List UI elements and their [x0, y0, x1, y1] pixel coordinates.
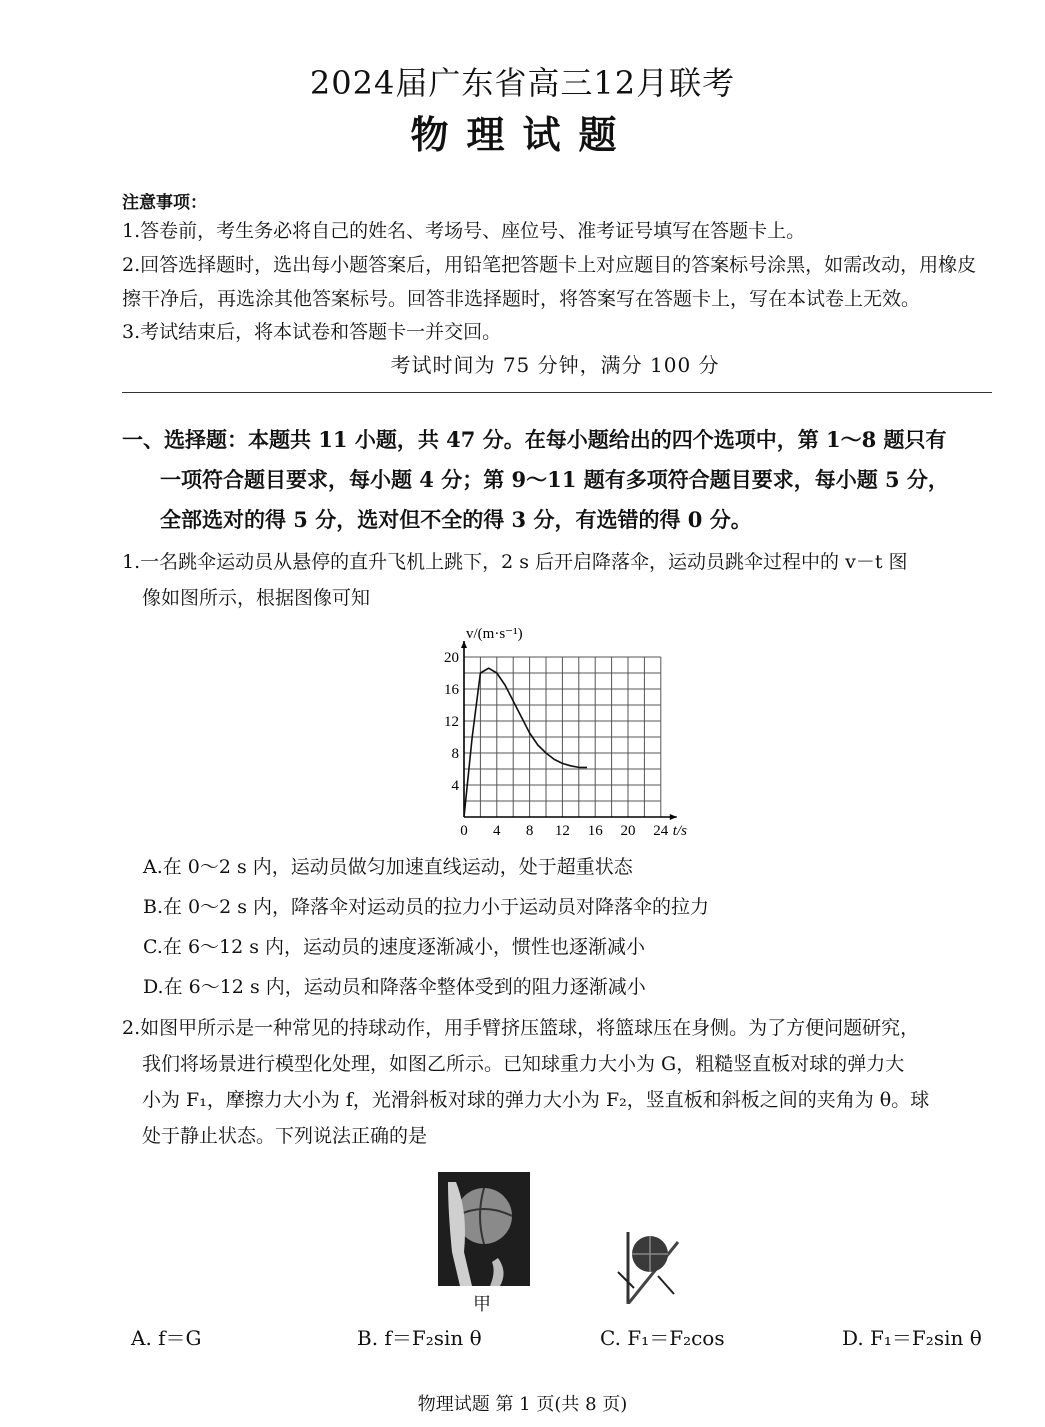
subject-title: 物理试题 — [410, 112, 635, 157]
x-tick-label: 20 — [620, 823, 636, 839]
x-tick-label: 16 — [587, 823, 603, 839]
question-2-line: 小为 F₁，摩擦力大小为 f，光滑斜板对球的弹力大小为 F₂，竖直板和斜板之间的夹角为 θ。球 — [142, 1089, 930, 1111]
q2-option-a: A. f＝G — [131, 1326, 202, 1350]
q1-option-c: C.在 6～12 s 内，运动员的速度逐渐减小，惯性也逐渐减小 — [143, 936, 646, 958]
y-tick-label: 12 — [444, 714, 459, 730]
caption-jia: 甲 — [473, 1294, 491, 1315]
series-line — [464, 668, 587, 817]
q2-option-c: C. F₁＝F₂cos — [600, 1326, 725, 1350]
question-1-line: 像如图所示，根据图像可知 — [142, 587, 371, 609]
exam-title: 2024届广东省高三12月联考 — [309, 64, 736, 102]
notice-item: 2.回答选择题时，选出每小题答案后，用铅笔把答题卡上对应题目的答案标号涂黑，如需改动，用橡皮 — [122, 254, 977, 276]
section-instructions — [122, 420, 1002, 540]
question-1-line: 1.一名跳伞运动员从悬停的直升飞机上跳下，2 s 后开启降落伞，运动员跳伞过程中的 v－t 图 — [122, 551, 908, 573]
q1-option-d: D.在 6～12 s 内，运动员和降落伞整体受到的阻力逐渐减小 — [143, 976, 646, 998]
question-2 — [122, 1010, 1007, 1154]
q1-option-a: A.在 0～2 s 内，运动员做匀加速直线运动，处于超重状态 — [143, 856, 633, 878]
section-line: 全部选对的得 5 分，选对但不全的得 3 分，有选错的得 0 分。 — [160, 507, 752, 532]
q2-option-b: B. f＝F₂sin θ — [357, 1326, 482, 1350]
chart-curve — [464, 668, 587, 817]
notice-item: 3.考试结束后，将本试卷和答题卡一并交回。 — [122, 321, 502, 343]
chart-ylabel: v/(m·s⁻¹) — [466, 626, 523, 642]
x-tick-label: 4 — [493, 823, 501, 839]
notice-item: 1.答卷前，考生务必将自己的姓名、考场号、座位号、准考证号填写在答题卡上。 — [122, 220, 806, 242]
photo-holding-ball — [438, 1172, 530, 1286]
page-footer: 物理试题 第 1 页(共 8 页) — [417, 1394, 628, 1415]
x-tick-label: 0 — [460, 823, 468, 839]
question-1 — [122, 544, 1007, 616]
question-2-line: 2.如图甲所示是一种常见的持球动作，用手臂挤压篮球，将篮球压在身侧。为了方便问题研究， — [122, 1017, 920, 1039]
question-2-line: 处于静止状态。下列说法正确的是 — [142, 1125, 428, 1147]
exam-time: 考试时间为 75 分钟，满分 100 分 — [390, 353, 720, 377]
ball-model-diagram — [598, 1232, 686, 1304]
x-tick-label: 24 — [653, 823, 669, 839]
x-tick-label: 12 — [554, 823, 570, 839]
y-tick-label: 4 — [451, 778, 459, 794]
x-tick-label: 8 — [525, 823, 534, 839]
x-axis-arrow — [670, 814, 677, 820]
section-line: 一、选择题：本题共 11 小题，共 47 分。在每小题给出的四个选项中，第 1～8 题只有 — [122, 427, 947, 452]
y-tick-label: 8 — [451, 746, 459, 762]
notice-item: 擦干净后，再选涂其他答案标号。回答非选择题时，将答案写在答题卡上，写在本试卷上无效。 — [122, 288, 921, 310]
y-tick-label: 16 — [444, 682, 459, 698]
chart-ticks — [444, 650, 669, 839]
q1-option-b: B.在 0～2 s 内，降落伞对运动员的拉力小于运动员对降落伞的拉力 — [143, 896, 710, 918]
y-tick-label: 20 — [444, 650, 459, 666]
notice-heading: 注意事项： — [122, 193, 207, 213]
chart-xlabel: t/s — [672, 823, 687, 839]
chart-grid — [464, 657, 661, 817]
vt-chart — [436, 620, 706, 845]
q2-option-d: D. F₁＝F₂sin θ — [842, 1326, 982, 1350]
section-line: 一项符合题目要求，每小题 4 分；第 9～11 题有多项符合题目要求，每小题 5 分， — [160, 467, 949, 492]
question-2-line: 我们将场景进行模型化处理，如图乙所示。已知球重力大小为 G，粗糙竖直板对球的弹力大 — [142, 1053, 905, 1075]
divider — [122, 392, 992, 393]
y-axis-arrow — [461, 641, 467, 648]
